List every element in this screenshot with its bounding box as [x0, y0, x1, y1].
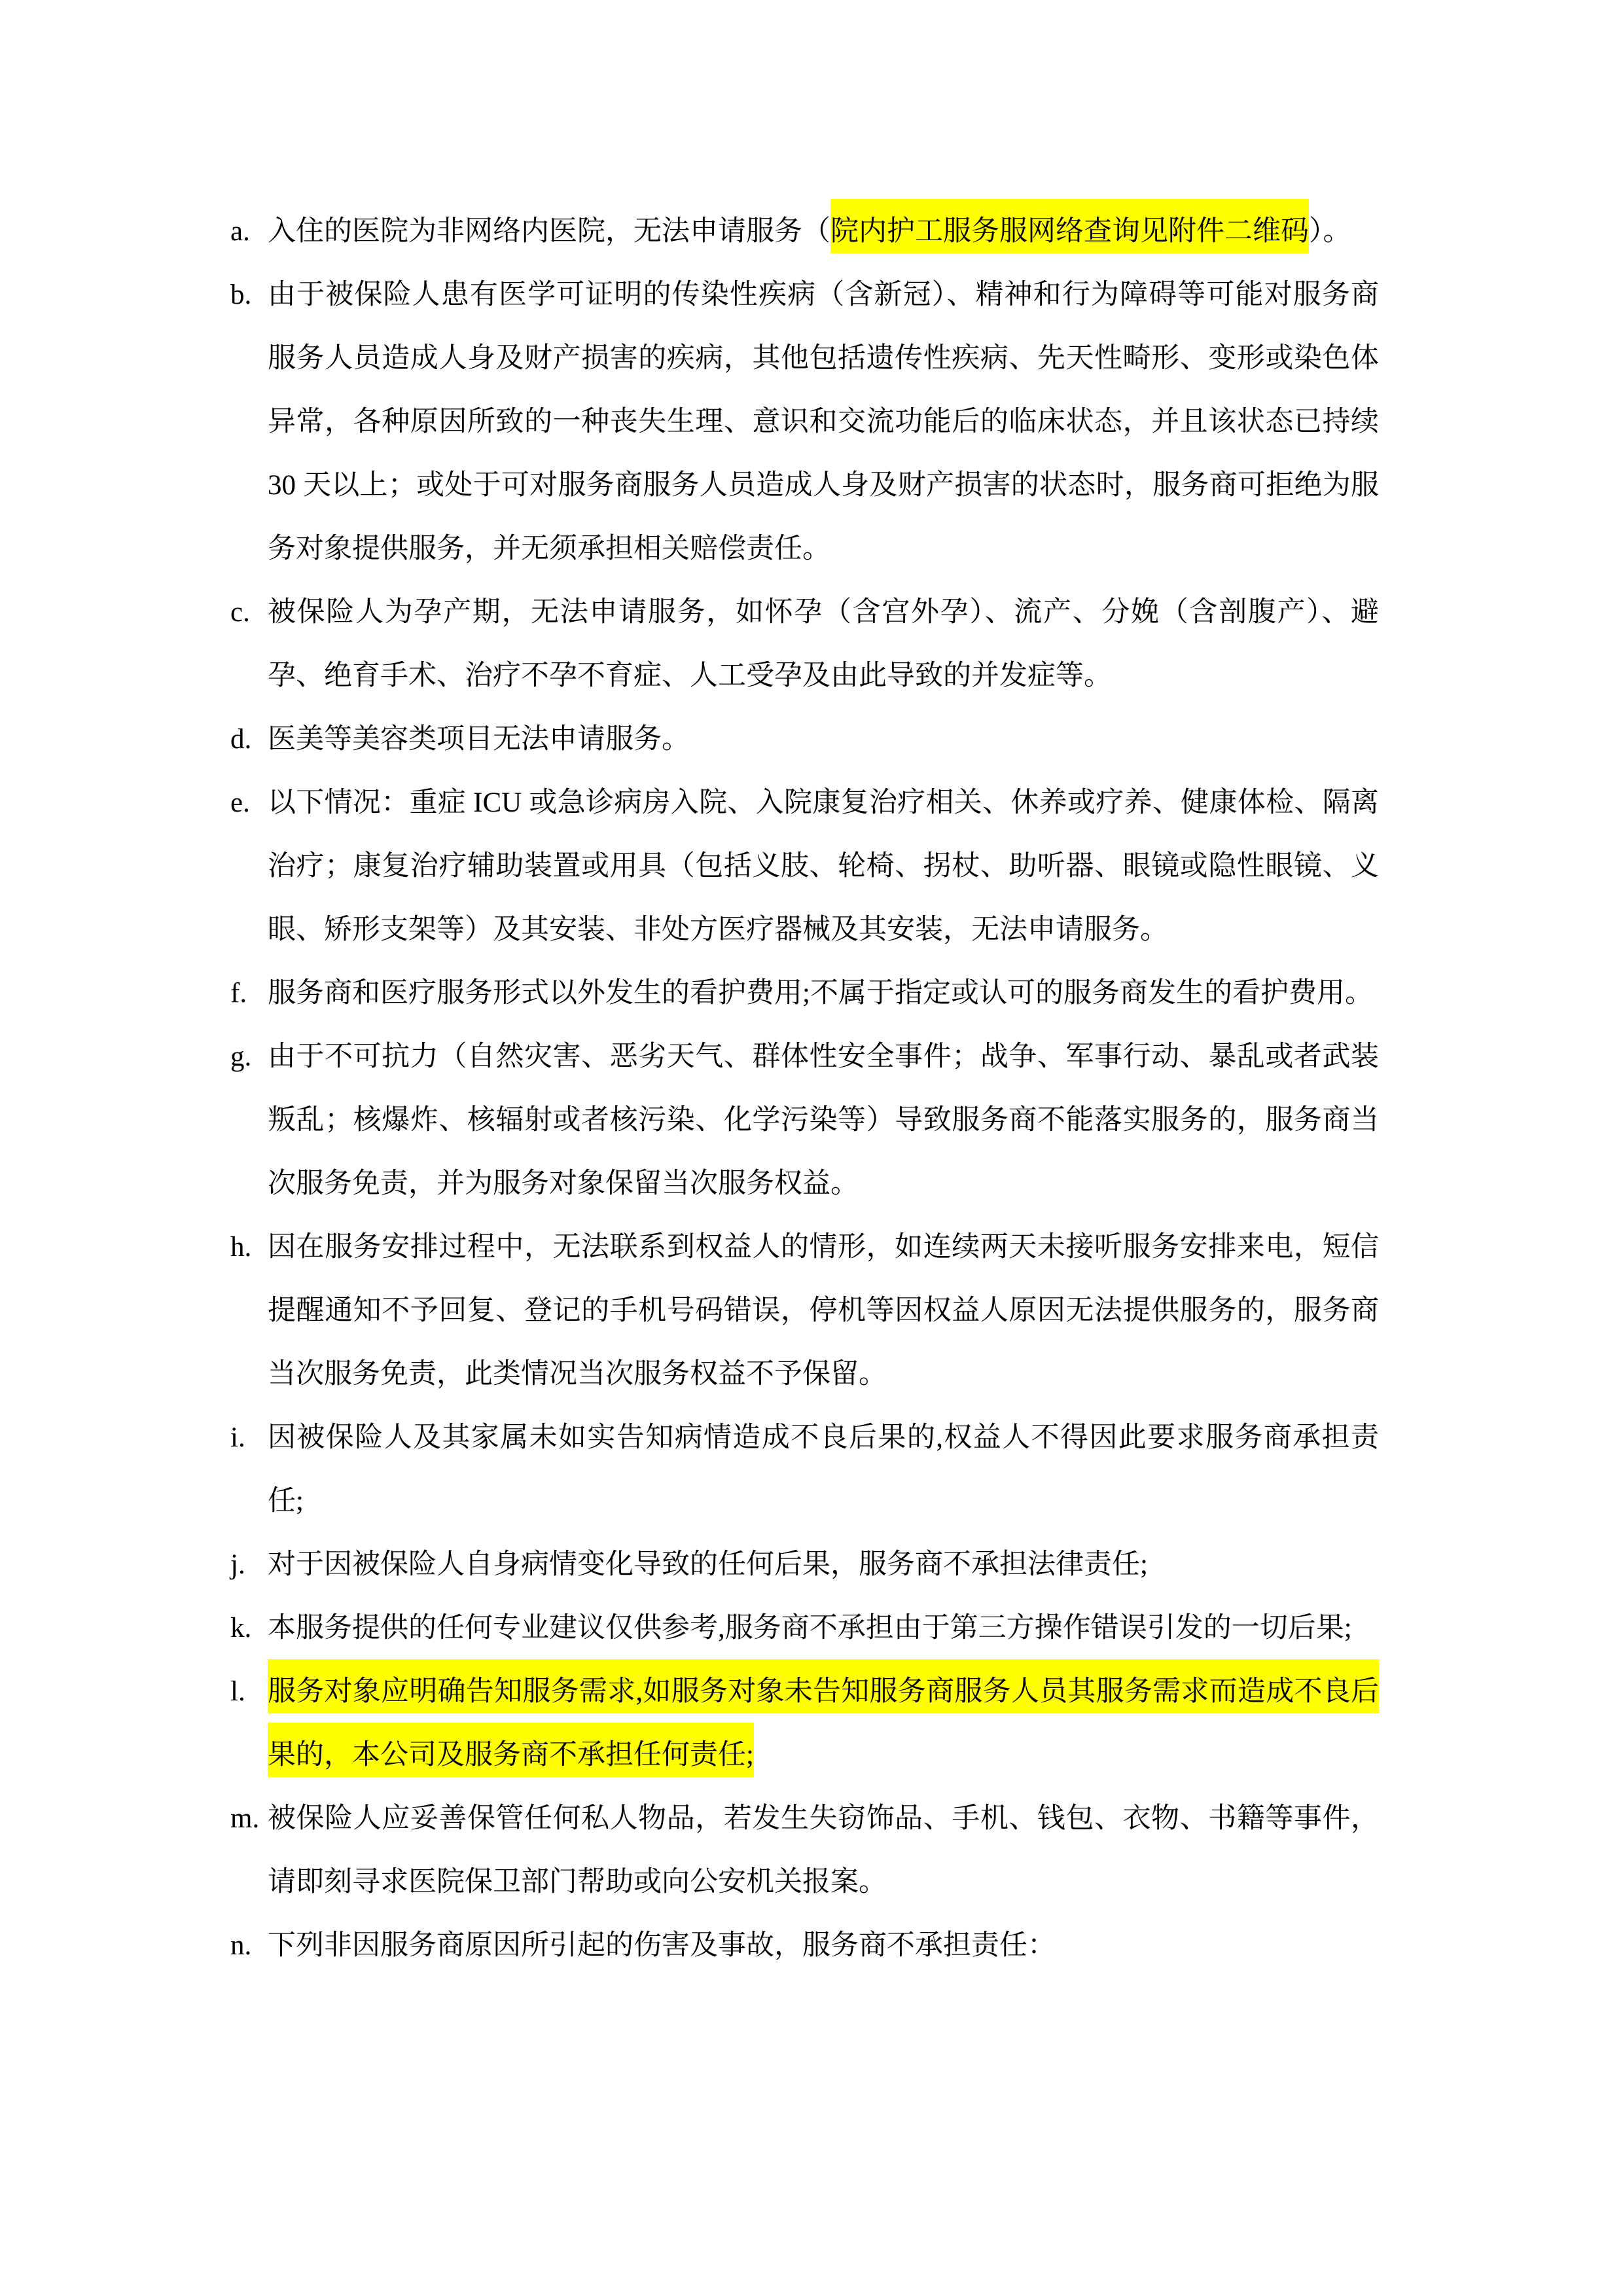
item-text: 由于被保险人患有医学可证明的传染性疾病（含新冠）、精神和行为障碍等可能对服务商服务人员造成人身及财产损害的疾病，其他包括遗传性疾病、先天性畸形、变形或染色体异常，各种原因所致的一种丧失生理、意识和交流功能后的临床状态，并且该状态已持续 30 天以上；或处于可对服务商服务人员造成人身及财产损害的状态时，服务商可拒绝为服务对象提供服务，并无须承担相关赔偿责任。 [268, 279, 1379, 564]
item-letter: j. [230, 1549, 245, 1580]
terms-list [230, 200, 1379, 1977]
list-item [230, 1025, 1379, 1215]
list-item [230, 581, 1379, 708]
item-text: 本服务提供的任何专业建议仅供参考,服务商不承担由于第三方操作错误引发的一切后果; [268, 1613, 1352, 1643]
item-letter: i. [230, 1422, 245, 1453]
list-item [230, 771, 1379, 961]
list-item [230, 708, 1379, 771]
list-item [230, 1787, 1379, 1914]
list-item [230, 1215, 1379, 1406]
list-item [230, 1533, 1379, 1596]
item-letter: k. [230, 1613, 252, 1643]
list-item [230, 1596, 1379, 1660]
item-letter: e. [230, 787, 250, 818]
item-text: 以下情况：重症 ICU 或急诊病房入院、入院康复治疗相关、休养或疗养、健康体检、隔离治疗；康复治疗辅助装置或用具（包括义肢、轮椅、拐杖、助听器、眼镜或隐性眼镜、义眼、矫形支架等）及其安装、非处方医疗器械及其安装，无法申请服务。 [268, 787, 1379, 945]
item-text: 下列非因服务商原因所引起的伤害及事故，服务商不承担责任： [268, 1930, 1056, 1961]
item-letter: d. [230, 724, 252, 755]
item-letter: b. [230, 279, 252, 310]
list-item [230, 200, 1379, 263]
item-text: 入住的医院为非网络内医院，无法申请服务（院内护工服务服网络查询见附件二维码）。 [268, 200, 1379, 263]
item-letter: n. [230, 1930, 252, 1961]
list-item [230, 1406, 1379, 1533]
item-text [268, 1660, 1379, 1787]
item-text: 被保险人为孕产期，无法申请服务，如怀孕（含宫外孕）、流产、分娩（含剖腹产）、避孕、绝育手术、治疗不孕不育症、人工受孕及由此导致的并发症等。 [268, 597, 1379, 691]
item-letter: g. [230, 1041, 252, 1072]
item-text: 对于因被保险人自身病情变化导致的任何后果，服务商不承担法律责任; [268, 1549, 1148, 1580]
highlighted-text: 服务对象应明确告知服务需求,如服务对象未告知服务商服务人员其服务需求而造成不良后果的，本公司及服务商不承担任何责任; [268, 1659, 1379, 1777]
item-text: 因被保险人及其家属未如实告知病情造成不良后果的,权益人不得因此要求服务商承担责任; [268, 1422, 1379, 1516]
item-letter: m. [230, 1803, 260, 1834]
item-letter: h. [230, 1232, 252, 1263]
list-item [230, 1660, 1379, 1787]
item-letter: c. [230, 597, 250, 628]
item-text: 被保险人应妥善保管任何私人物品，若发生失窃饰品、手机、钱包、衣物、书籍等事件，请即刻寻求医院保卫部门帮助或向公安机关报案。 [268, 1803, 1379, 1897]
item-letter: a. [230, 216, 250, 247]
item-letter: f. [230, 978, 247, 1009]
list-item [230, 263, 1379, 581]
item-text: 由于不可抗力（自然灾害、恶劣天气、群体性安全事件；战争、军事行动、暴乱或者武装叛乱；核爆炸、核辐射或者核污染、化学污染等）导致服务商不能落实服务的，服务商当次服务免责，并为服务对象保留当次服务权益。 [268, 1041, 1379, 1199]
list-item [230, 1914, 1379, 1977]
list-item [230, 961, 1379, 1025]
highlighted-text: 院内护工服务服网络查询见附件二维码 [830, 199, 1309, 253]
item-letter: l. [230, 1676, 245, 1707]
item-text: 因在服务安排过程中，无法联系到权益人的情形，如连续两天未接听服务安排来电，短信提醒通知不予回复、登记的手机号码错误，停机等因权益人原因无法提供服务的，服务商当次服务免责，此类情况当次服务权益不予保留。 [268, 1232, 1379, 1390]
item-text: 医美等美容类项目无法申请服务。 [268, 724, 690, 755]
item-text: 服务商和医疗服务形式以外发生的看护费用;不属于指定或认可的服务商发生的看护费用。 [268, 978, 1373, 1009]
